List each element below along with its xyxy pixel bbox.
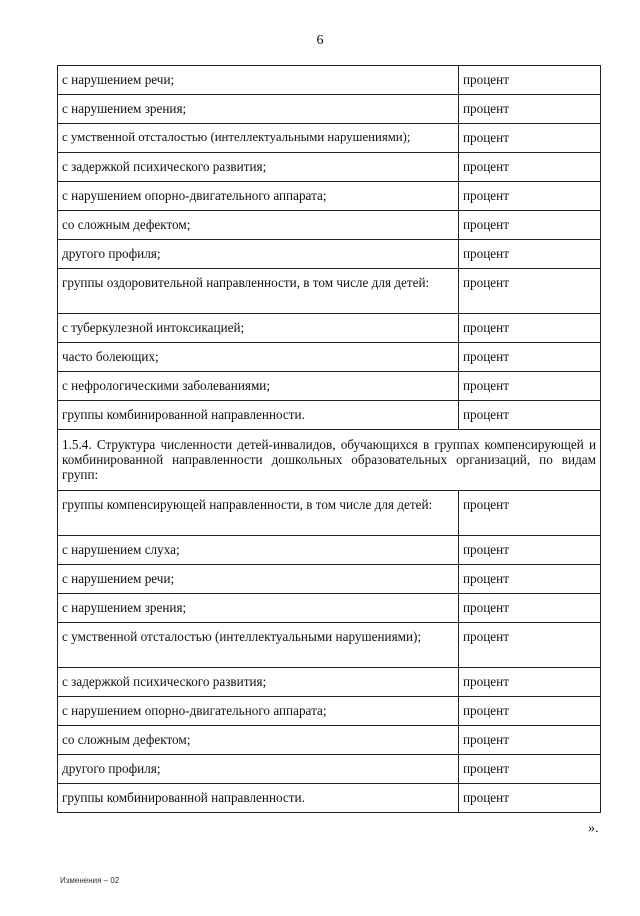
- table-row: [58, 536, 601, 565]
- row-unit: процент: [459, 95, 601, 124]
- row-label: с задержкой психического развития;: [58, 668, 459, 697]
- table-row: [58, 124, 601, 153]
- table-row: [58, 95, 601, 124]
- row-unit: процент: [459, 668, 601, 697]
- row-label: с задержкой психического развития;: [58, 153, 459, 182]
- section-heading: 1.5.4. Структура численности детей-инвалидов, обучающихся в группах компенсирующей и комбинированной направленности дошкольных образовательных организаций, по видам групп:: [58, 430, 601, 491]
- row-unit: процент: [459, 182, 601, 211]
- row-label: со сложным дефектом;: [58, 211, 459, 240]
- row-label: со сложным дефектом;: [58, 726, 459, 755]
- table-row: [58, 668, 601, 697]
- table-row: [58, 211, 601, 240]
- table-row: [58, 623, 601, 668]
- row-label: с умственной отсталостью (интеллектуальными нарушениями);: [58, 623, 459, 668]
- row-label: группы комбинированной направленности.: [58, 401, 459, 430]
- row-unit: процент: [459, 594, 601, 623]
- row-label: с нефрологическими заболеваниями;: [58, 372, 459, 401]
- row-label: с нарушением опорно-двигательного аппарата;: [58, 697, 459, 726]
- row-unit: процент: [459, 269, 601, 314]
- row-label: группы компенсирующей направленности, в том числе для детей:: [58, 491, 459, 536]
- table-row: [58, 153, 601, 182]
- table-row: [58, 726, 601, 755]
- row-label: с нарушением опорно-двигательного аппарата;: [58, 182, 459, 211]
- table-row: [58, 491, 601, 536]
- row-unit: процент: [459, 153, 601, 182]
- row-label: часто болеющих;: [58, 343, 459, 372]
- row-label: с нарушением речи;: [58, 565, 459, 594]
- row-unit: процент: [459, 623, 601, 668]
- row-unit: процент: [459, 784, 601, 813]
- table-row: [58, 372, 601, 401]
- row-unit: процент: [459, 66, 601, 95]
- row-label: другого профиля;: [58, 755, 459, 784]
- row-unit: процент: [459, 343, 601, 372]
- table-row: [58, 594, 601, 623]
- row-label: группы оздоровительной направленности, в том числе для детей:: [58, 269, 459, 314]
- table-row: [58, 784, 601, 813]
- row-unit: процент: [459, 401, 601, 430]
- section-heading-row: [58, 430, 601, 491]
- row-label: другого профиля;: [58, 240, 459, 269]
- table-row: [58, 697, 601, 726]
- page-number: 6: [316, 33, 324, 48]
- row-unit: процент: [459, 565, 601, 594]
- row-unit: процент: [459, 314, 601, 343]
- row-label: группы комбинированной направленности.: [58, 784, 459, 813]
- footer-note: Изменения – 02: [60, 876, 120, 885]
- row-unit: процент: [459, 240, 601, 269]
- table-row: [58, 314, 601, 343]
- table-row: [58, 755, 601, 784]
- row-label: с нарушением зрения;: [58, 95, 459, 124]
- row-unit: процент: [459, 124, 601, 153]
- row-unit: процент: [459, 491, 601, 536]
- row-label: с нарушением зрения;: [58, 594, 459, 623]
- row-label: с туберкулезной интоксикацией;: [58, 314, 459, 343]
- table-row: [58, 269, 601, 314]
- row-unit: процент: [459, 536, 601, 565]
- row-unit: процент: [459, 211, 601, 240]
- table-row: [58, 240, 601, 269]
- row-unit: процент: [459, 726, 601, 755]
- indicator-table: [57, 65, 601, 813]
- row-unit: процент: [459, 372, 601, 401]
- table-row: [58, 182, 601, 211]
- row-label: с умственной отсталостью (интеллектуальными нарушениями);: [58, 124, 459, 153]
- row-label: с нарушением слуха;: [58, 536, 459, 565]
- table-row: [58, 401, 601, 430]
- table-row: [58, 343, 601, 372]
- table-row: [58, 66, 601, 95]
- row-unit: процент: [459, 697, 601, 726]
- row-label: с нарушением речи;: [58, 66, 459, 95]
- table-row: [58, 565, 601, 594]
- row-unit: процент: [459, 755, 601, 784]
- closing-quote-mark: ».: [588, 821, 599, 836]
